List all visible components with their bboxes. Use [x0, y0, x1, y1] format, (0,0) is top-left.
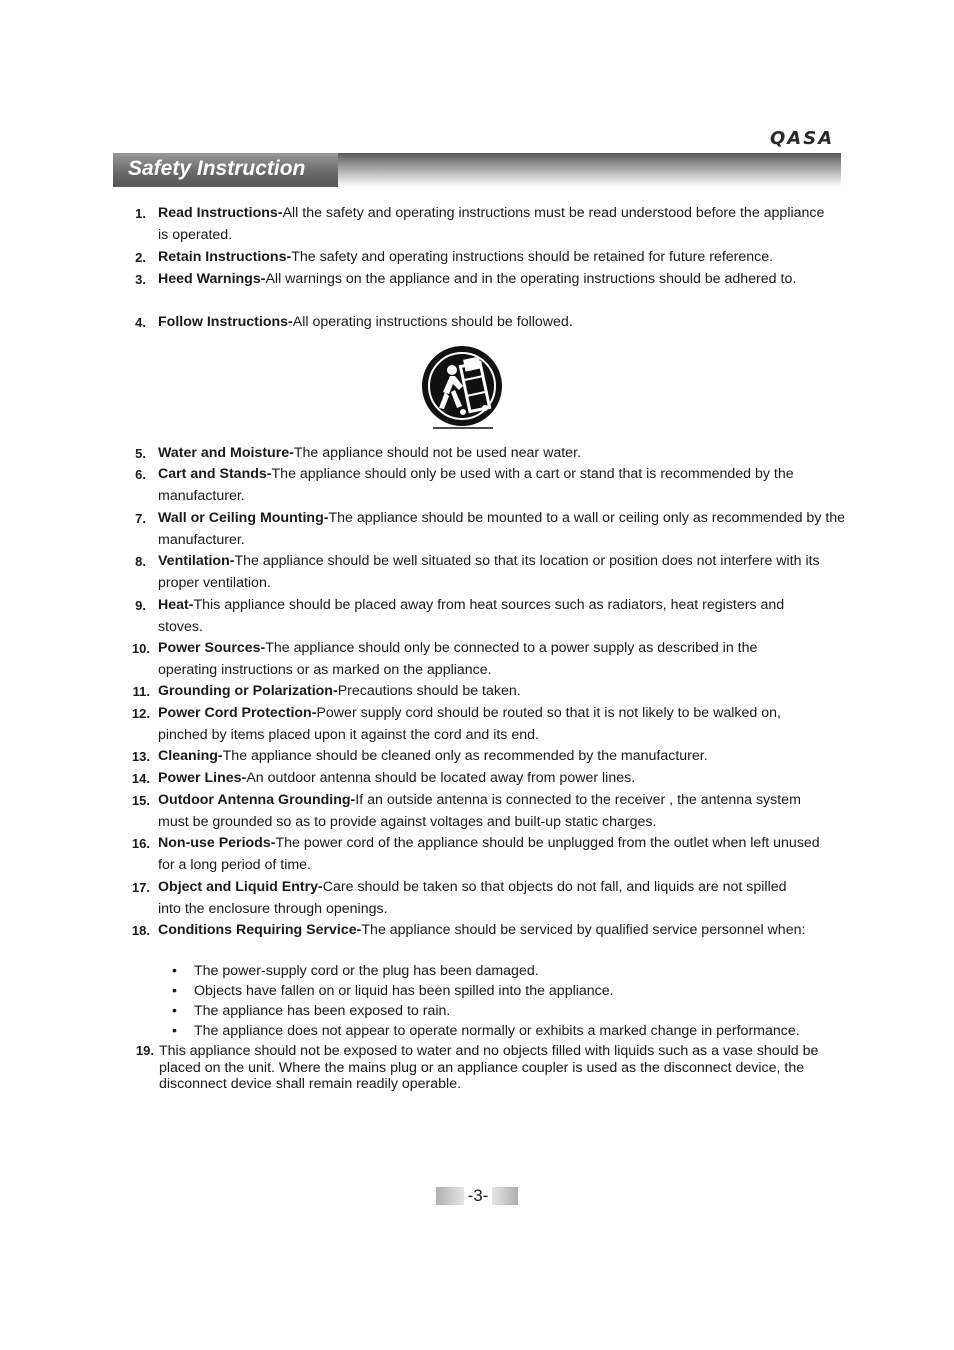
- item-title: Water and Moisture-: [158, 445, 294, 461]
- item-number: 9.: [135, 598, 146, 613]
- item-number: 10.: [131, 641, 150, 656]
- item-body: This appliance should be placed away from heat sources such as radiators, heat registers and stoves.: [158, 597, 785, 635]
- item-text: [158, 638, 808, 682]
- item-number: 2.: [135, 250, 146, 265]
- item-title: Retain Instructions-: [158, 249, 292, 265]
- brand-logo: QASA: [770, 128, 835, 149]
- item-number: 6.: [135, 467, 146, 482]
- item-number: 18.: [131, 923, 150, 938]
- item-title: Heed Warnings-: [158, 271, 266, 287]
- item-body: The appliance should be mounted to a wall or ceiling only as recommended by the manufacturer.: [158, 510, 846, 548]
- item-text: [158, 833, 823, 877]
- item-title: Power Lines-: [158, 770, 247, 786]
- bullet-icon: •: [172, 1003, 177, 1019]
- item-body: An outdoor antenna should be located away from power lines.: [246, 770, 636, 786]
- item-text: [158, 247, 858, 269]
- item-title: Non-use Periods-: [158, 835, 276, 851]
- item-body: The power cord of the appliance should be unplugged from the outlet when left unused for a long period of time.: [158, 835, 820, 873]
- item-title: Read Instructions-: [158, 205, 283, 221]
- item-text: [158, 508, 854, 552]
- cart-tip-over-warning-icon: [419, 346, 507, 430]
- item-text: [158, 312, 858, 334]
- item-number: 4.: [135, 315, 146, 330]
- item-number: 1.: [135, 206, 146, 221]
- item-title: Wall or Ceiling Mounting-: [158, 510, 329, 526]
- item-number: 5.: [135, 446, 146, 461]
- item-title: Power Sources-: [158, 640, 266, 656]
- section-title: Safety Instruction: [128, 157, 306, 180]
- item-title: Outdoor Antenna Grounding-: [158, 792, 356, 808]
- item-text: [158, 703, 833, 747]
- item-body: The safety and operating instructions should be retained for future reference.: [291, 249, 774, 265]
- item-title: Ventilation-: [158, 553, 235, 569]
- item-text: [158, 443, 858, 465]
- bullet-icon: •: [172, 1023, 177, 1039]
- item-number: 8.: [135, 554, 146, 569]
- item-text: [158, 681, 858, 703]
- item-number: 11.: [132, 684, 150, 699]
- item-body: The appliance should not be used near water.: [293, 445, 581, 461]
- item-text: [158, 746, 858, 768]
- item-text: [158, 920, 818, 942]
- item-text: This appliance should not be exposed to water and no objects filled with liquids such as a vase should be placed on the unit. Where the mains plug or an appliance coupler is used as the disconnect device, the disconnect device shall remain readily operable.: [159, 1043, 819, 1092]
- item-number: 14.: [131, 771, 150, 786]
- item-body: Care should be taken so that objects do not fall, and liquids are not spilled into the enclosure through openings.: [158, 879, 787, 917]
- item-title: Power Cord Protection-: [158, 705, 317, 721]
- item-title: Object and Liquid Entry-: [158, 879, 323, 895]
- item-number: 17.: [131, 880, 150, 895]
- bullet-icon: •: [172, 963, 177, 979]
- bullet-text: The appliance does not appear to operate normally or exhibits a marked change in performance.: [194, 1023, 800, 1039]
- item-text: [158, 269, 830, 291]
- page-number: -3-: [467, 1186, 489, 1205]
- item-body: The appliance should be well situated so that its location or position does not interfere with its proper ventilation.: [158, 553, 820, 591]
- item-title: Grounding or Polarization-: [158, 683, 338, 699]
- item-body: Power supply cord should be routed so that it is not likely to be walked on, pinched by items placed upon it against the cord and its end.: [158, 705, 781, 743]
- item-body: All the safety and operating instructions must be read understood before the appliance is operated.: [158, 205, 825, 243]
- bullet-icon: •: [172, 983, 177, 999]
- item-title: Follow Instructions-: [158, 314, 293, 330]
- bullet-text: The appliance has been exposed to rain.: [194, 1003, 451, 1019]
- bullet-text: Objects have fallen on or liquid has been spilled into the appliance.: [194, 983, 614, 999]
- item-body: All warnings on the appliance and in the operating instructions should be adhered to.: [265, 271, 797, 287]
- item-number: 12.: [131, 706, 150, 721]
- item-title: Conditions Requiring Service-: [158, 922, 362, 938]
- bullet-text: The power-supply cord or the plug has been damaged.: [194, 963, 539, 979]
- item-title: Cart and Stands-: [158, 466, 272, 482]
- item-number: 13.: [131, 749, 150, 764]
- item-number: 7.: [135, 511, 146, 526]
- item-body: The appliance should be serviced by qualified service personnel when:: [361, 922, 806, 938]
- item-number: 3.: [135, 272, 146, 287]
- item-number: 15.: [131, 793, 150, 808]
- item-text: [158, 464, 823, 508]
- item-body: The appliance should be cleaned only as recommended by the manufacturer.: [222, 748, 708, 764]
- footer-bar-right: [492, 1187, 518, 1205]
- item-text: [158, 768, 858, 790]
- item-title: Heat-: [158, 597, 194, 613]
- item-number: 19.: [135, 1043, 154, 1058]
- item-body: All operating instructions should be followed.: [292, 314, 573, 330]
- item-body: If an outside antenna is connected to the receiver , the antenna system must be grounded so as to provide against voltages and built-up static charges.: [158, 792, 801, 830]
- item-text: [158, 877, 798, 921]
- footer-bar-left: [436, 1187, 464, 1205]
- item-body: Precautions should be taken.: [337, 683, 521, 699]
- item-text: [158, 595, 808, 639]
- item-title: Cleaning-: [158, 748, 223, 764]
- item-text: [158, 551, 823, 595]
- item-body: The appliance should only be used with a cart or stand that is recommended by the manufacturer.: [158, 466, 794, 504]
- item-text: [158, 203, 838, 247]
- item-text: [158, 790, 803, 834]
- item-body: The appliance should only be connected to a power supply as described in the operating instructions or as marked on the appliance.: [158, 640, 758, 678]
- item-number: 16.: [131, 836, 150, 851]
